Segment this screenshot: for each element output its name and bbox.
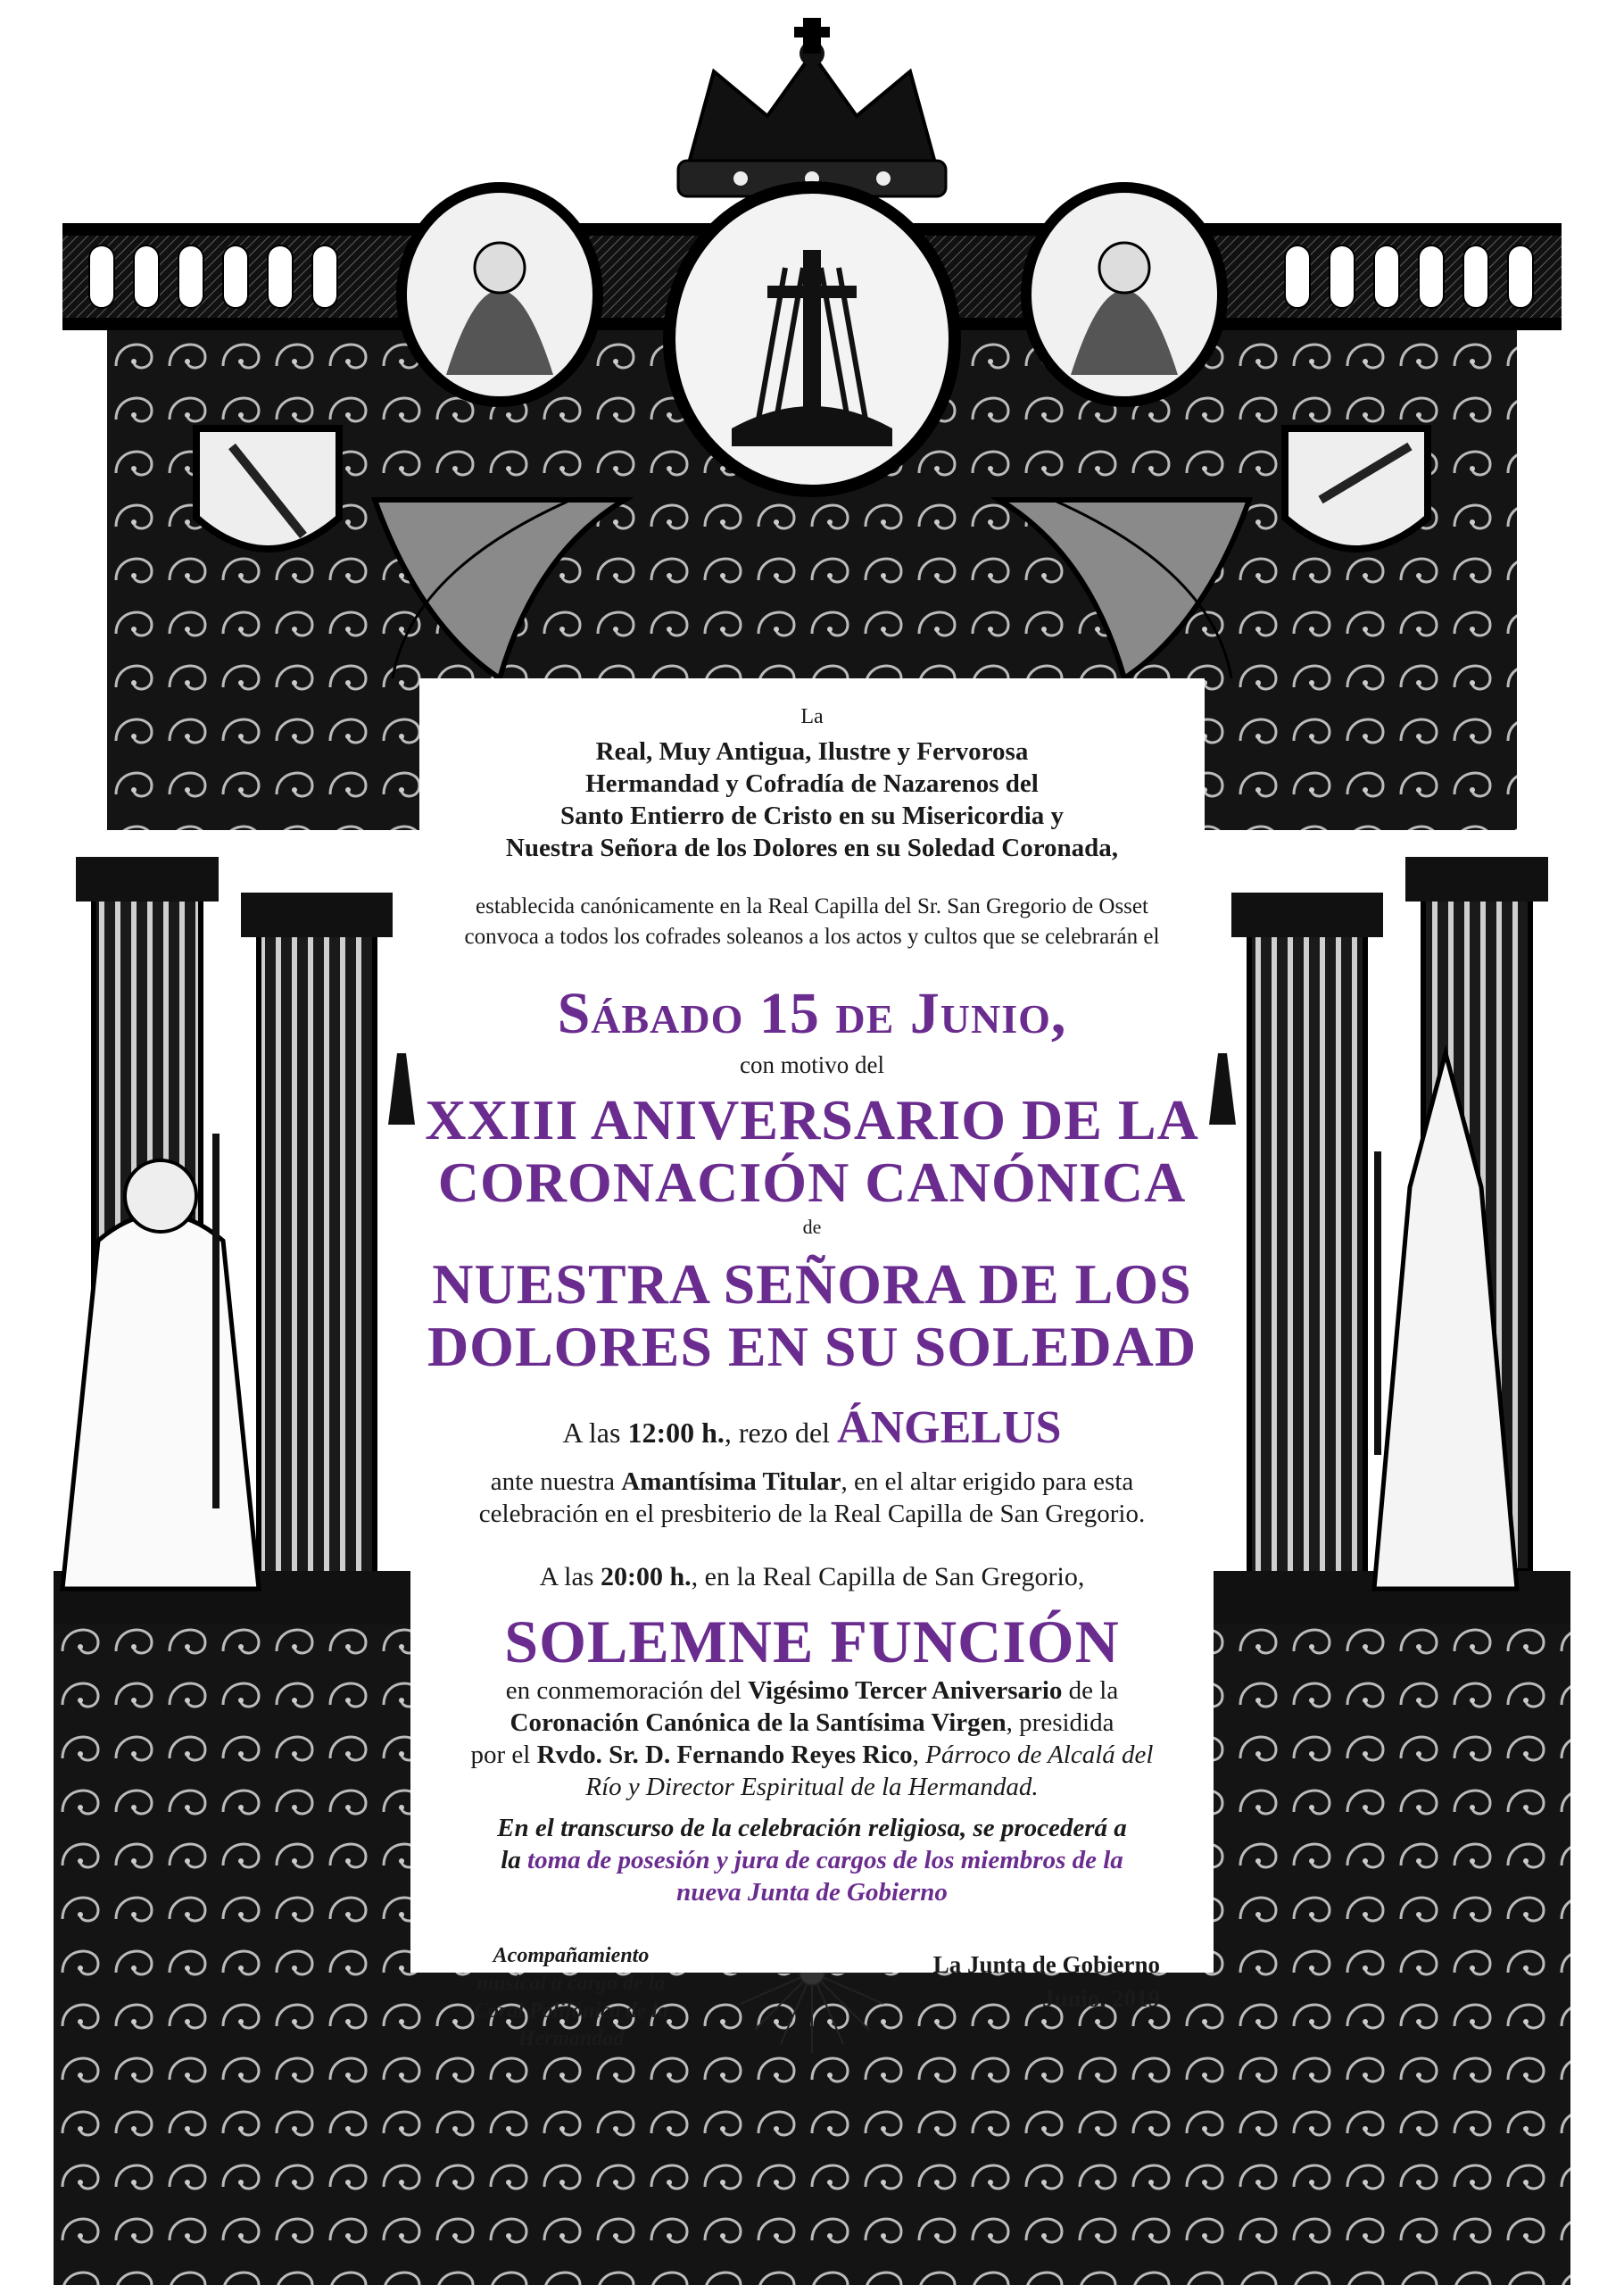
title-line-3: NUESTRA SEÑORA DE LOS — [432, 1252, 1192, 1316]
angelus-detail-line-1 — [0, 1467, 1624, 1497]
funcion-suffix: , en la Real Capilla de San Gregorio, — [691, 1562, 1085, 1591]
funcion-note2-b: toma de posesión y jura de cargos de los miembros de la — [527, 1846, 1123, 1874]
header-article: La — [800, 705, 824, 728]
funcion-l1-b: Vigésimo Tercer Aniversario — [748, 1676, 1063, 1705]
intro-line-2: convoca a todos los cofrades soleanos a los actos y cultos que se celebrarán el — [464, 925, 1160, 949]
brotherhood-name-line-2: Hermandad y Cofradía de Nazarenos del — [585, 769, 1039, 798]
motive-connector: con motivo del — [740, 1051, 884, 1078]
angelus-detail-suffix: , en el altar erigido para esta — [841, 1467, 1134, 1496]
funcion-detail-line-1 — [0, 1676, 1624, 1706]
funcion-l3-c: , — [912, 1741, 926, 1769]
brotherhood-name-line-3: Santo Entierro de Cristo en su Misericordia y — [559, 802, 1065, 830]
angelus-name: ÁNGELUS — [837, 1402, 1062, 1453]
funcion-l3-d: Párroco de Alcalá del — [925, 1741, 1154, 1769]
signature-date: Junio, 2019 — [1041, 1985, 1160, 2012]
title-line-2: CORONACIÓN CANÓNICA — [437, 1151, 1187, 1214]
funcion-note2-a: la — [501, 1846, 528, 1874]
funcion-prefix: A las — [539, 1562, 601, 1591]
title-line-4: DOLORES EN SU SOLEDAD — [427, 1315, 1197, 1378]
funcion-time: 20:00 h. — [600, 1562, 692, 1591]
signature: La Junta de Gobierno — [932, 1951, 1160, 1978]
crown-icon — [678, 18, 946, 196]
signature-block — [857, 1948, 1160, 2015]
funcion-detail-line-3 — [0, 1741, 1624, 1770]
funcion-celebrant: Rvdo. Sr. D. Fernando Reyes Rico — [536, 1741, 913, 1769]
funcion-note-line-3: nueva Junta de Gobierno — [676, 1878, 948, 1907]
music-note-line-2: musical a cargo de la — [476, 1972, 666, 1995]
funcion-l1-c: de la — [1062, 1676, 1119, 1705]
funcion-time-line — [0, 1562, 1624, 1592]
funcion-title: SOLEMNE FUNCIÓN — [504, 1608, 1120, 1675]
funcion-l1-a: en conmemoración del — [505, 1676, 749, 1705]
funcion-l2-b: , presidida — [1006, 1708, 1114, 1737]
event-date: Sábado 15 de Junio, — [557, 981, 1067, 1046]
music-note — [428, 1942, 714, 2053]
brotherhood-name-line-1: Real, Muy Antigua, Ilustre y Fervorosa — [595, 737, 1029, 766]
portrait-medallion-right — [1026, 187, 1222, 402]
shield-right — [1285, 428, 1428, 549]
portrait-medallion-left — [402, 187, 598, 402]
angelus-middle: , rezo del — [724, 1417, 838, 1449]
cross-icon — [669, 187, 955, 491]
funcion-note-line-2 — [0, 1846, 1624, 1875]
angelus-detail-line-2: celebración en el presbiterio de la Real Capilla de San Gregorio. — [478, 1500, 1146, 1528]
shield-left — [196, 428, 339, 549]
funcion-detail-line-2 — [0, 1708, 1624, 1738]
funcion-detail-line-4: Río y Director Espiritual de la Hermandad. — [585, 1773, 1039, 1801]
title-line-1: XXIII ANIVERSARIO DE LA — [425, 1088, 1199, 1151]
intro-line-1: establecida canónicamente en la Real Capilla del Sr. San Gregorio de Osset — [476, 894, 1148, 918]
funcion-l3-a: por el — [470, 1741, 537, 1769]
music-note-line-4: Hermandad — [518, 2027, 625, 2050]
angelus-line — [0, 1401, 1624, 1454]
title-connector: de — [802, 1216, 822, 1238]
angelus-prefix: A las — [562, 1417, 628, 1449]
funcion-l2-a: Coronación Canónica de la Santísima Virgen — [510, 1708, 1007, 1737]
angelus-titular: Amantísima Titular — [621, 1467, 841, 1496]
angelus-detail-prefix: ante nuestra — [490, 1467, 622, 1496]
music-note-line-1: Acompañamiento — [493, 1944, 650, 1967]
funcion-note-line-1: En el transcurso de la celebración religiosa, se procederá a — [497, 1814, 1127, 1842]
angelus-time: 12:00 h. — [627, 1417, 725, 1449]
music-note-line-3: Coral Polifónica de la — [474, 1999, 668, 2023]
brotherhood-name-line-4: Nuestra Señora de los Dolores en su Soledad Coronada, — [505, 834, 1119, 862]
